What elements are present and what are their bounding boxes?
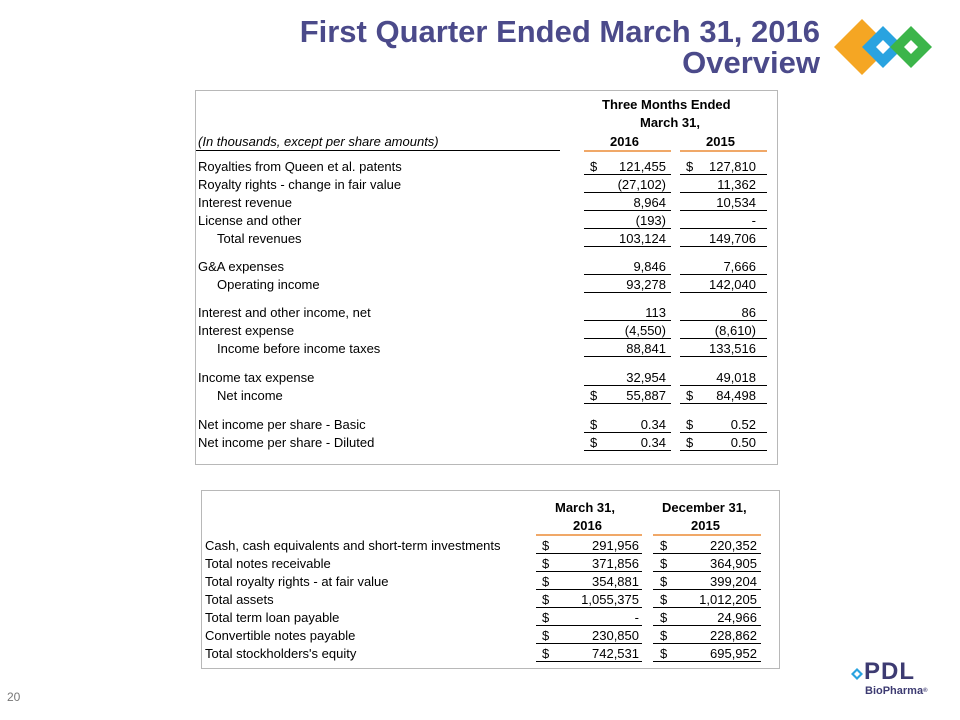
income-value-2016: 121,455 (619, 159, 666, 174)
page-number: 20 (7, 690, 21, 704)
balance-value-mar-2016: - (634, 610, 639, 625)
income-value-2015: (8,610) (714, 323, 756, 338)
balance-row-label: Total stockholders's equity (205, 646, 357, 661)
income-value-2016: 93,278 (626, 277, 666, 292)
balance-value-dec-2015: 220,352 (710, 538, 757, 553)
income-value-2015: 10,534 (716, 195, 756, 210)
col1-header-line2: 2016 (573, 518, 602, 533)
balance-value-dec-2015: 695,952 (710, 646, 757, 661)
col-2015-accent-line (680, 150, 767, 152)
currency-symbol: $ (660, 628, 668, 643)
income-row-label: Net income per share - Diluted (198, 435, 375, 450)
income-row-label: Income before income taxes (217, 341, 381, 356)
income-value-2016: 0.34 (640, 417, 666, 432)
value-underline (653, 589, 761, 590)
value-underline (680, 403, 767, 404)
value-underline (584, 432, 671, 433)
income-value-2015: 133,516 (709, 341, 756, 356)
value-underline (536, 625, 642, 626)
pdl-logo-sub (865, 685, 928, 697)
value-underline (680, 292, 767, 293)
value-underline (584, 192, 671, 193)
pdl-logo-mark: ® (923, 688, 928, 694)
income-row-label: Total revenues (217, 231, 302, 246)
income-row-label: Royalties from Queen et al. patents (198, 159, 402, 174)
value-underline (680, 450, 767, 451)
income-row-label: G&A expenses (198, 259, 284, 274)
currency-symbol: $ (542, 556, 550, 571)
balance-value-dec-2015: 228,862 (710, 628, 757, 643)
income-statement-table (195, 90, 778, 465)
value-underline (584, 246, 671, 247)
pdl-logo-sub-text: BioPharma (865, 685, 924, 697)
balance-row-label: Cash, cash equivalents and short-term investments (205, 538, 501, 553)
value-underline (680, 320, 767, 321)
value-underline (536, 589, 642, 590)
value-underline (653, 643, 761, 644)
income-value-2015: 11,362 (717, 177, 756, 192)
page-title (300, 16, 820, 78)
currency-symbol: $ (660, 556, 668, 571)
value-underline (653, 607, 761, 608)
value-underline (680, 192, 767, 193)
col2-accent-line (653, 534, 761, 536)
value-underline (536, 607, 642, 608)
income-value-2015: 0.50 (730, 435, 756, 450)
income-value-2015: 84,498 (716, 388, 756, 403)
value-underline (584, 385, 671, 386)
value-underline (584, 320, 671, 321)
currency-symbol: $ (590, 388, 598, 403)
col-2016-accent-line (584, 150, 671, 152)
income-value-2016: (4,550) (624, 323, 666, 338)
income-value-2015: 142,040 (709, 277, 756, 292)
value-underline (680, 174, 767, 175)
balance-value-dec-2015: 1,012,205 (699, 592, 757, 607)
col1-accent-line (536, 534, 642, 536)
currency-symbol: $ (686, 388, 694, 403)
currency-symbol: $ (542, 592, 550, 607)
col-header-2015: 2015 (706, 134, 735, 149)
income-value-2015: 0.52 (730, 417, 756, 432)
income-value-2015: 49,018 (716, 370, 756, 385)
income-row-label: Operating income (217, 277, 320, 292)
income-value-2016: 8,964 (633, 195, 666, 210)
col2-header-line1: December 31, (662, 500, 747, 515)
income-row-label: Interest and other income, net (198, 305, 371, 320)
income-value-2016: 55,887 (626, 388, 666, 403)
balance-value-mar-2016: 742,531 (592, 646, 639, 661)
income-value-2015: 7,666 (723, 259, 756, 274)
value-underline (584, 403, 671, 404)
balance-value-mar-2016: 1,055,375 (581, 592, 639, 607)
value-underline (584, 228, 671, 229)
pdl-logo-name: PDL (864, 658, 915, 685)
balance-value-mar-2016: 354,881 (592, 574, 639, 589)
income-row-label: Royalty rights - change in fair value (198, 177, 402, 192)
balance-sheet-table (201, 490, 780, 669)
value-underline (653, 553, 761, 554)
value-underline (680, 246, 767, 247)
income-value-2016: (27,102) (617, 177, 666, 192)
header-three-months: Three Months Ended (602, 97, 731, 112)
income-row-label: Interest revenue (198, 195, 292, 210)
value-underline (584, 274, 671, 275)
currency-symbol: $ (660, 574, 668, 589)
value-underline (680, 338, 767, 339)
balance-row-label: Total notes receivable (205, 556, 331, 571)
income-value-2016: 103,124 (619, 231, 666, 246)
col1-header-line1: March 31, (555, 500, 615, 515)
currency-symbol: $ (542, 610, 550, 625)
currency-symbol: $ (660, 610, 668, 625)
income-value-2016: (193) (635, 213, 666, 228)
currency-symbol: $ (660, 646, 668, 661)
currency-symbol: $ (542, 574, 550, 589)
balance-value-dec-2015: 364,905 (710, 556, 757, 571)
value-underline (536, 643, 642, 644)
value-underline (680, 228, 767, 229)
currency-symbol: $ (542, 538, 550, 553)
income-value-2015: 149,706 (709, 231, 756, 246)
value-underline (680, 210, 767, 211)
value-underline (584, 174, 671, 175)
value-underline (680, 432, 767, 433)
income-value-2016: 9,846 (633, 259, 666, 274)
diamond-logo-icon (834, 18, 946, 76)
value-underline (584, 210, 671, 211)
income-row-label: Net income (217, 388, 283, 403)
income-value-2015: - (751, 213, 756, 228)
value-underline (653, 661, 761, 662)
balance-value-mar-2016: 371,856 (592, 556, 639, 571)
header-march-31: March 31, (640, 115, 700, 130)
income-value-2016: 88,841 (626, 341, 666, 356)
currency-symbol: $ (590, 435, 598, 450)
value-underline (680, 274, 767, 275)
income-row-label: Income tax expense (198, 370, 315, 385)
col2-header-line2: 2015 (691, 518, 720, 533)
income-value-2016: 32,954 (626, 370, 666, 385)
currency-symbol: $ (590, 417, 598, 432)
value-underline (584, 356, 671, 357)
income-value-2015: 86 (741, 305, 756, 320)
value-underline (653, 625, 761, 626)
currency-symbol: $ (660, 592, 668, 607)
units-label: (In thousands, except per share amounts) (198, 134, 439, 149)
income-value-2015: 127,810 (709, 159, 756, 174)
value-underline (584, 450, 671, 451)
title-line-1: First Quarter Ended March 31, 2016 (299, 14, 820, 49)
currency-symbol: $ (686, 159, 694, 174)
currency-symbol: $ (542, 646, 550, 661)
pdl-diamond-icon (851, 666, 865, 682)
balance-value-mar-2016: 230,850 (592, 628, 639, 643)
units-underline (196, 150, 560, 151)
title-line-2: Overview (682, 45, 820, 80)
value-underline (680, 385, 767, 386)
pdl-logo (848, 660, 948, 700)
income-value-2016: 113 (645, 305, 666, 320)
balance-value-mar-2016: 291,956 (592, 538, 639, 553)
value-underline (680, 356, 767, 357)
currency-symbol: $ (686, 435, 694, 450)
currency-symbol: $ (542, 628, 550, 643)
income-value-2016: 0.34 (640, 435, 666, 450)
balance-value-dec-2015: 399,204 (710, 574, 757, 589)
value-underline (536, 661, 642, 662)
balance-value-dec-2015: 24,966 (717, 610, 757, 625)
balance-row-label: Total assets (205, 592, 274, 607)
value-underline (584, 292, 671, 293)
balance-row-label: Total royalty rights - at fair value (205, 574, 389, 589)
income-row-label: Interest expense (198, 323, 295, 338)
value-underline (653, 571, 761, 572)
col-header-2016: 2016 (610, 134, 639, 149)
value-underline (536, 553, 642, 554)
currency-symbol: $ (590, 159, 598, 174)
balance-row-label: Convertible notes payable (205, 628, 356, 643)
currency-symbol: $ (660, 538, 668, 553)
income-row-label: Net income per share - Basic (198, 417, 366, 432)
value-underline (536, 571, 642, 572)
currency-symbol: $ (686, 417, 694, 432)
value-underline (584, 338, 671, 339)
income-row-label: License and other (198, 213, 302, 228)
balance-row-label: Total term loan payable (205, 610, 340, 625)
